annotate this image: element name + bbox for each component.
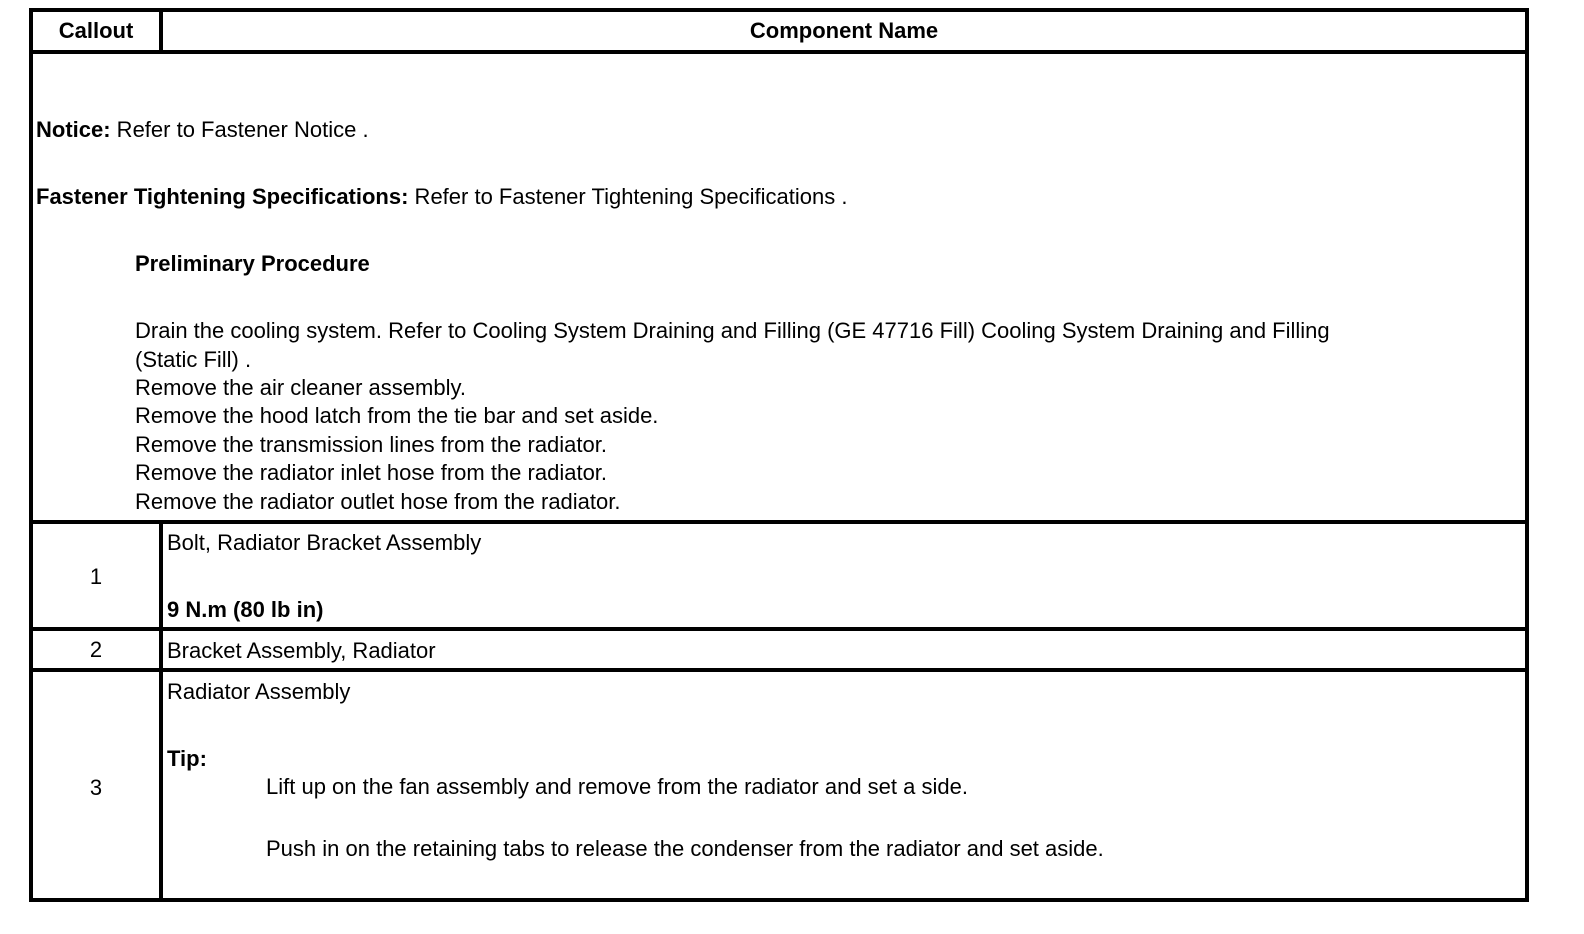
notice-label: Notice: xyxy=(36,117,111,142)
row-1-name: Bolt, Radiator Bracket Assembly xyxy=(167,530,482,555)
step-text: Drain the cooling system. Refer to Cooling System Draining and Filling (GE 47716 Fill) Cooling System Draining and Filling xyxy=(135,318,1330,343)
row-2-divider xyxy=(33,627,1525,631)
row-1-torque: 9 N.m (80 lb in) xyxy=(167,597,324,622)
step-text: Remove the transmission lines from the radiator. xyxy=(135,432,607,457)
callout-header: Callout xyxy=(58,18,134,43)
body-column-divider xyxy=(159,520,163,898)
spec-label: Fastener Tightening Specifications: xyxy=(36,184,409,209)
notice-line xyxy=(36,116,369,144)
step-text: (Static Fill) . xyxy=(135,347,252,372)
component-name-header: Component Name xyxy=(749,18,939,43)
row-3-tip: Push in on the retaining tabs to release the condenser from the radiator and set aside. xyxy=(266,836,1104,861)
notice-text: Refer to Fastener Notice . xyxy=(110,117,369,142)
step-text: Remove the radiator inlet hose from the radiator. xyxy=(135,460,608,485)
row-3-divider xyxy=(33,668,1525,672)
row-2-callout: 2 xyxy=(89,637,103,662)
step-text: Remove the air cleaner assembly. xyxy=(135,375,466,400)
row-3-name: Radiator Assembly xyxy=(167,679,351,704)
spec-line xyxy=(36,183,847,211)
row-1-divider xyxy=(33,520,1525,524)
step-text: Remove the radiator outlet hose from the radiator. xyxy=(135,489,621,514)
row-3-tip: Lift up on the fan assembly and remove from the radiator and set a side. xyxy=(266,774,968,799)
row-1-callout: 1 xyxy=(89,564,103,589)
row-2-name: Bracket Assembly, Radiator xyxy=(167,638,436,663)
preliminary-title: Preliminary Procedure xyxy=(135,251,370,276)
header-divider xyxy=(33,50,1525,54)
component-table xyxy=(29,8,1529,902)
spec-text: Refer to Fastener Tightening Specifications . xyxy=(408,184,848,209)
step-text: Remove the hood latch from the tie bar and set aside. xyxy=(135,403,659,428)
row-3-tip-label: Tip: xyxy=(167,746,207,771)
row-3-callout: 3 xyxy=(89,775,103,800)
